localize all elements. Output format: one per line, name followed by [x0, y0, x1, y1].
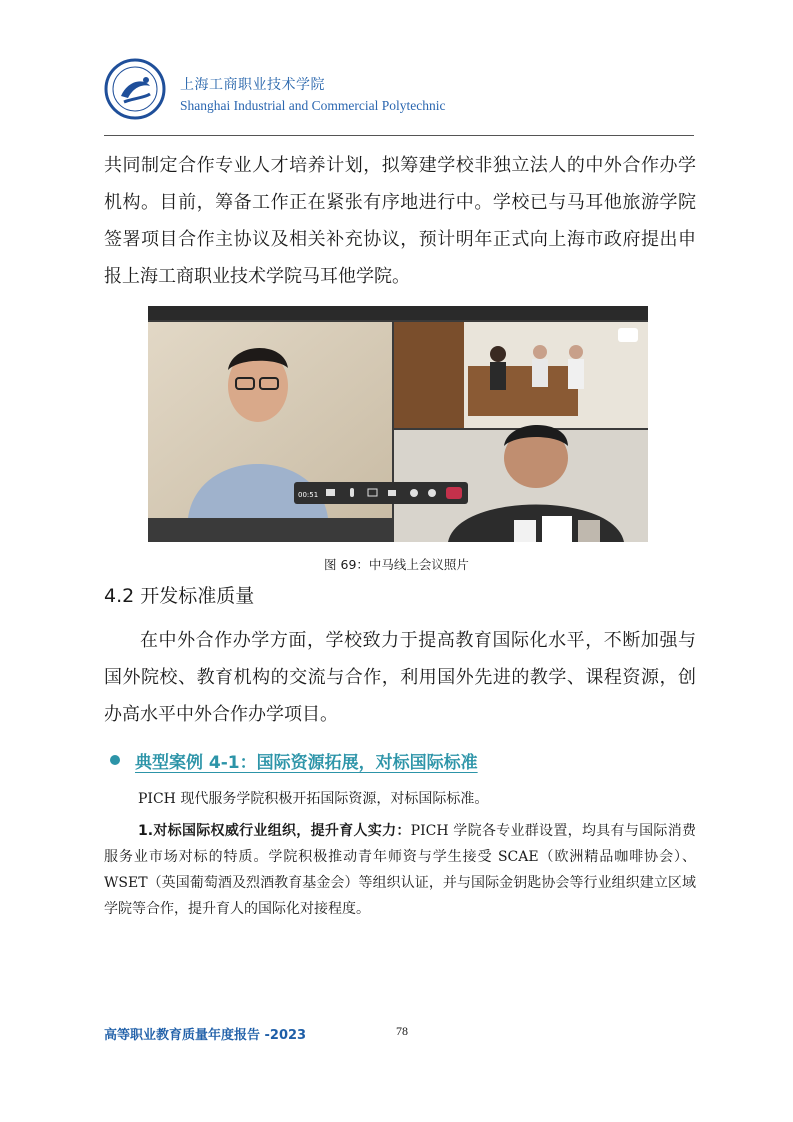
section-heading: 4.2 开发标准质量: [104, 585, 255, 607]
call-timer: 00:51: [298, 491, 319, 499]
case-point-1-lead: 1.对标国际权威行业组织，提升育人实力：: [138, 823, 411, 839]
case-point-1: [104, 818, 696, 922]
school-logo-icon: [104, 58, 166, 120]
page-header: [104, 56, 694, 136]
body-paragraph: 共同制定合作专业人才培养计划，拟筹建学校非独立法人的中外合作办学机构。目前，筹备工作正在紧张有序地进行中。学校已与马耳他旅游学院签署项目合作主协议及相关补充协议，预计明年正式向上海市政府提出申报上海工商职业技术学院马耳他学院。: [104, 155, 696, 287]
section-paragraph: 在中外合作办学方面，学校致力于提高教育国际化水平，不断加强与国外院校、教育机构的交流与合作，利用国外先进的教学、课程资源，创办高水平中外合作办学项目。: [104, 630, 696, 725]
school-name-en: Shanghai Industrial and Commercial Polytechnic: [180, 98, 446, 113]
meeting-photo: [148, 306, 648, 542]
school-name-cn: 上海工商职业技术学院: [180, 77, 325, 93]
case-intro: PICH 现代服务学院积极开拓国际资源，对标国际标准。: [138, 791, 489, 807]
bullet-icon: [110, 755, 120, 765]
figure-caption: 图 69：中马线上会议照片: [324, 557, 469, 572]
case-point-1-body: PICH 学院各专业群设置，均具有与国际消费服务业市场对标的特质。学院积极推动青年师资与学生接受 SCAE（欧洲精品咖啡协会）、WSET（英国葡萄酒及烈酒教育基金会）等组织认证，并与国际金钥匙协会等行业组织建立区域学院等合作，提升育人的国际化对接程度。: [104, 823, 697, 917]
footer-report-title: 高等职业教育质量年度报告 -2023: [104, 1028, 307, 1043]
video-call-screenshot: [148, 306, 648, 542]
page-number: 78: [396, 1024, 408, 1038]
header-divider: [104, 135, 694, 136]
case-title: 典型案例 4-1：国际资源拓展，对标国际标准: [135, 753, 478, 773]
